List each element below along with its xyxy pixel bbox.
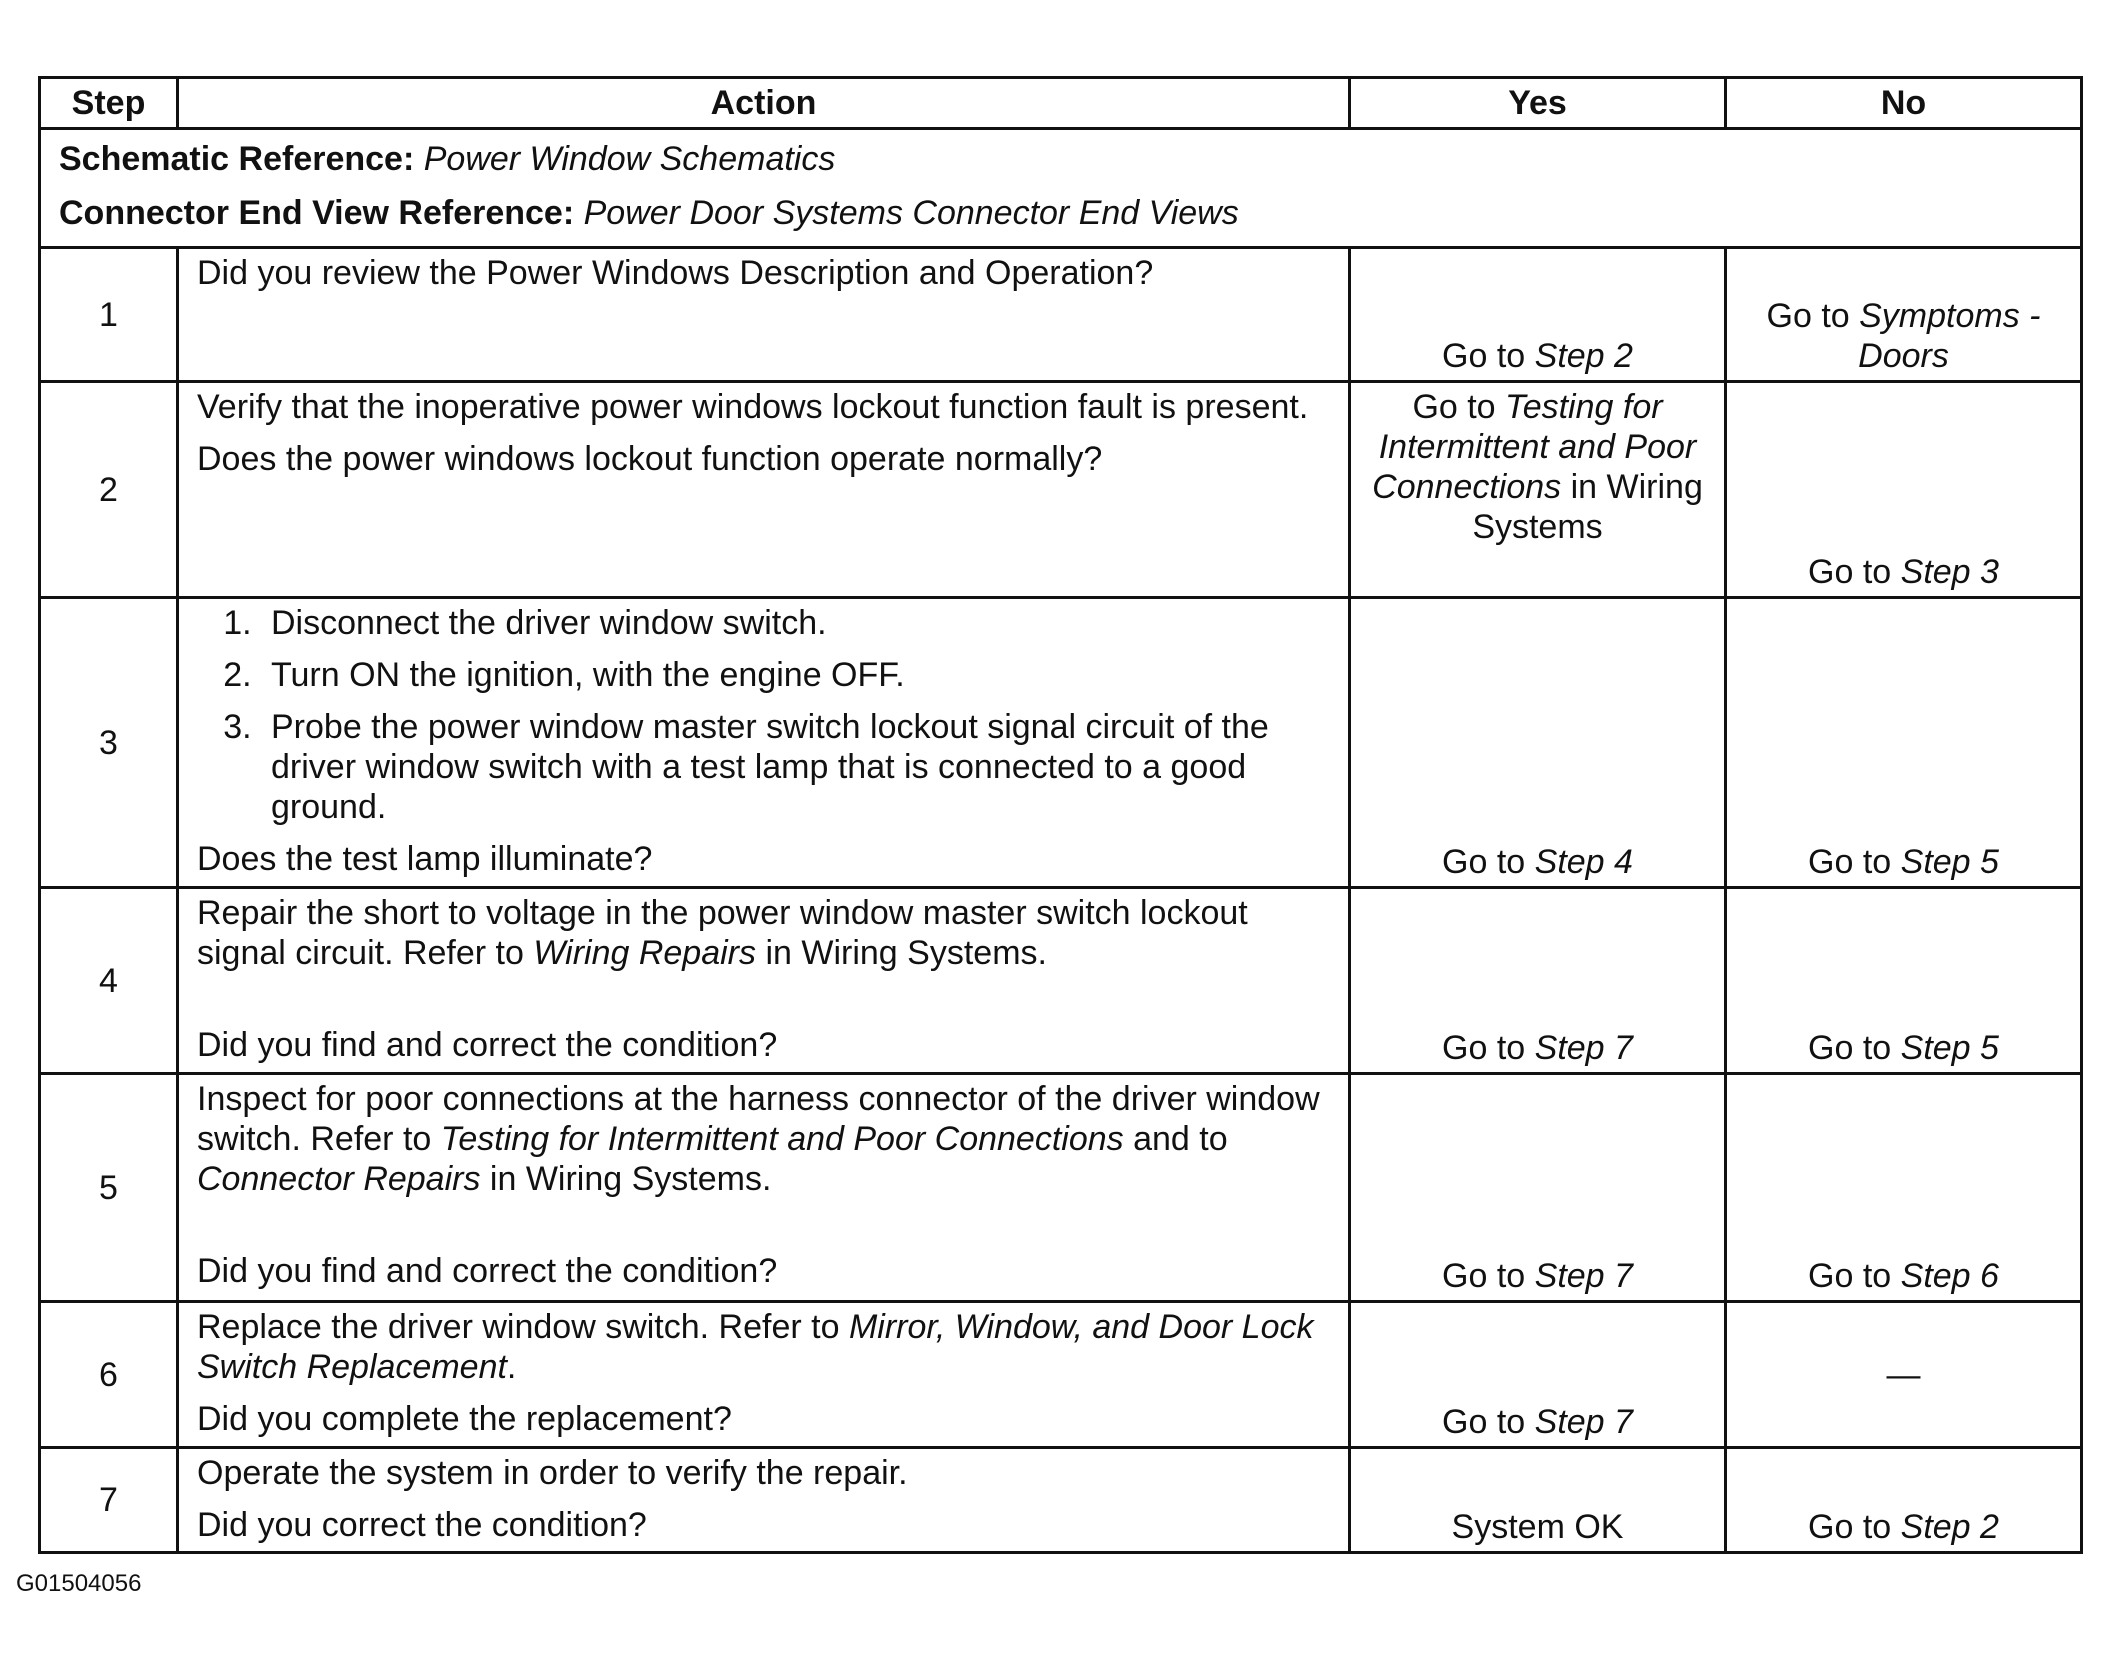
no-text: Go to	[1808, 1029, 1901, 1067]
header-action: Action	[178, 78, 1350, 129]
testing-intermittent-link[interactable]: Testing for Intermittent and Poor Connections	[440, 1120, 1124, 1158]
action-question: Did you find and correct the condition?	[197, 1026, 778, 1064]
action-cell	[178, 1074, 1350, 1302]
step-number: 4	[40, 888, 178, 1074]
yes-link[interactable]: Step 7	[1534, 1403, 1633, 1441]
substep-item: 2. Turn ON the ignition, with the engine OFF.	[261, 655, 1332, 695]
no-cell	[1726, 1448, 2082, 1553]
no-link[interactable]: Step 2	[1900, 1508, 1999, 1546]
yes-text: Go to	[1442, 1257, 1535, 1295]
reference-cell	[40, 129, 2082, 248]
yes-link[interactable]: Step 7	[1534, 1257, 1633, 1295]
action-question: Did you complete the replacement?	[197, 1400, 732, 1438]
action-text: Verify that the inoperative power windows lockout function fault is present.	[197, 388, 1309, 426]
no-link[interactable]: Symptoms - Doors	[1858, 297, 2041, 375]
action-cell	[178, 1448, 1350, 1553]
substep-list	[197, 603, 1332, 827]
no-link[interactable]: Step 6	[1900, 1257, 1999, 1295]
yes-link[interactable]: Step 2	[1534, 337, 1633, 375]
header-step: Step	[40, 78, 178, 129]
header-row	[40, 78, 2082, 129]
yes-link[interactable]: Testing for Intermittent and Poor Connections	[1372, 388, 1697, 506]
action-text: Inspect for poor connections at the harness connector of the driver window switch. Refer to Testing for Intermittent and Poor Connections and to Connector Repairs in Wiring Systems.	[197, 1080, 1320, 1198]
action-cell	[178, 598, 1350, 888]
no-link[interactable]: Step 3	[1900, 553, 1999, 591]
substep-item: 1. Disconnect the driver window switch.	[261, 603, 1332, 643]
yes-text: Go to	[1442, 1403, 1535, 1441]
connector-reference	[59, 188, 2066, 242]
connector-reference-label: Connector End View Reference:	[59, 194, 575, 232]
no-text: Go to	[1808, 843, 1901, 881]
action-question: Does the test lamp illuminate?	[197, 840, 653, 878]
yes-cell	[1350, 248, 1726, 382]
step-number: 3	[40, 598, 178, 888]
action-cell	[178, 382, 1350, 598]
action-text: Did you review the Power Windows Description and Operation?	[197, 254, 1154, 292]
no-text: Go to	[1808, 553, 1901, 591]
diagnostic-table	[38, 76, 2083, 1554]
yes-text: Go to	[1442, 337, 1535, 375]
table-row	[40, 1302, 2082, 1448]
yes-text: System OK	[1451, 1508, 1624, 1546]
connector-reference-link[interactable]: Power Door Systems Connector End Views	[583, 194, 1239, 232]
figure-id: G01504056	[16, 1570, 142, 1597]
no-cell	[1726, 382, 2082, 598]
header-no: No	[1726, 78, 2082, 129]
connector-repairs-link[interactable]: Connector Repairs	[197, 1160, 481, 1198]
yes-cell	[1350, 888, 1726, 1074]
yes-cell	[1350, 1302, 1726, 1448]
no-text: Go to	[1808, 1508, 1901, 1546]
action-cell	[178, 888, 1350, 1074]
substep-item: 3. Probe the power window master switch lockout signal circuit of the driver window switch with a test lamp that is connected to a good ground.	[261, 707, 1332, 827]
step-number: 2	[40, 382, 178, 598]
step-number: 5	[40, 1074, 178, 1302]
table-row	[40, 1448, 2082, 1553]
no-text: Go to	[1766, 297, 1860, 335]
no-dash: —	[1886, 1355, 1921, 1394]
schematic-reference-link[interactable]: Power Window Schematics	[423, 140, 836, 178]
wiring-repairs-link[interactable]: Wiring Repairs	[533, 934, 757, 972]
table-row	[40, 888, 2082, 1074]
no-cell	[1726, 248, 2082, 382]
action-question: Did you find and correct the condition?	[197, 1252, 778, 1290]
no-cell	[1726, 598, 2082, 888]
yes-cell	[1350, 1448, 1726, 1553]
no-link[interactable]: Step 5	[1900, 843, 1999, 881]
header-yes: Yes	[1350, 78, 1726, 129]
yes-link[interactable]: Step 4	[1534, 843, 1633, 881]
table-row	[40, 1074, 2082, 1302]
table-row	[40, 598, 2082, 888]
action-question: Did you correct the condition?	[197, 1506, 647, 1544]
step-number: 7	[40, 1448, 178, 1553]
action-cell	[178, 1302, 1350, 1448]
no-text: Go to	[1808, 1257, 1901, 1295]
schematic-reference	[59, 134, 2066, 188]
no-cell	[1726, 888, 2082, 1074]
yes-suffix: in Wiring Systems	[1472, 468, 1703, 546]
step-number: 1	[40, 248, 178, 382]
reference-row	[40, 129, 2082, 248]
no-cell	[1726, 1074, 2082, 1302]
yes-cell	[1350, 1074, 1726, 1302]
yes-cell	[1350, 382, 1726, 598]
switch-replacement-link[interactable]: Mirror, Window, and Door Lock Switch Replacement	[197, 1308, 1314, 1386]
action-question: Does the power windows lockout function operate normally?	[197, 440, 1103, 478]
yes-cell	[1350, 598, 1726, 888]
action-cell	[178, 248, 1350, 382]
action-text: Repair the short to voltage in the power window master switch lockout signal circuit. Refer to Wiring Repairs in Wiring Systems.	[197, 894, 1248, 972]
action-text: Replace the driver window switch. Refer to Mirror, Window, and Door Lock Switch Replacement.	[197, 1308, 1314, 1386]
no-cell	[1726, 1302, 2082, 1448]
yes-text: Go to	[1442, 1029, 1535, 1067]
yes-link[interactable]: Step 7	[1534, 1029, 1633, 1067]
table-row	[40, 382, 2082, 598]
action-text: Operate the system in order to verify the repair.	[197, 1454, 908, 1492]
no-link[interactable]: Step 5	[1900, 1029, 1999, 1067]
table-row	[40, 248, 2082, 382]
yes-text: Go to	[1442, 843, 1535, 881]
yes-text: Go to	[1412, 388, 1506, 426]
step-number: 6	[40, 1302, 178, 1448]
schematic-reference-label: Schematic Reference:	[59, 140, 415, 178]
